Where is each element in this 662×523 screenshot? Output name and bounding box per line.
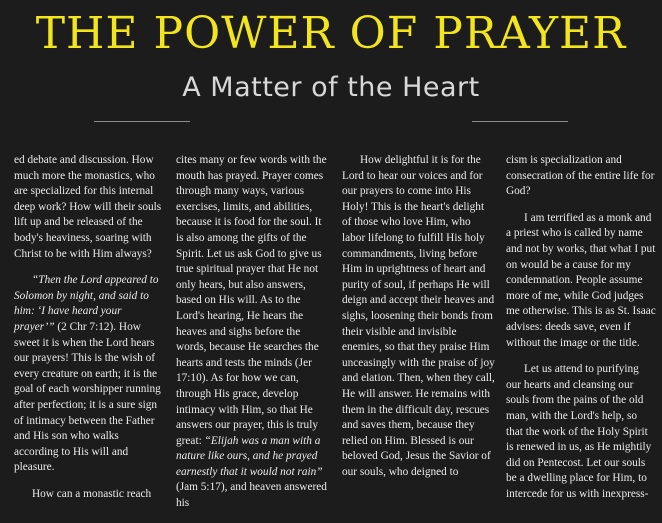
paragraph: How can a monastic reach (32, 487, 152, 500)
text-column-3 (342, 153, 496, 491)
article-title: THE POWER OF PRAYER (35, 8, 627, 59)
article-subtitle: A Matter of the Heart (182, 72, 480, 103)
paragraph-text: (2 Chr 7:12). How sweet it is when the Lord hears our prayers! This is the wish of every creature on earth; it is the goal of each worshipper running after perfection; it is a sure sign of intimacy between the Father and His son who walks according to His will and pleasure. (14, 320, 161, 474)
scripture-quote: “Elijah was a man with a nature like ours, and he prayed earnestly that it would not rain” (176, 434, 323, 478)
paragraph (14, 273, 164, 476)
paragraph-text: cites many or few words with the mouth has prayed. Prayer comes through many ways, various exercises, limits, and abilities, because it is food for the soul. It is also among the gifts of the Spirit. Let us ask God to give us true spiritual prayer that He not only hears, but also answers, based on His will. As to the Lord's hearing, He hears the heaves and sighs before the words, because He searches the hearts and tests the minds (Jer 17:10). As for how we can, through His grace, develop intimacy with Him, so that He answers our prayer, this is truly great: (176, 154, 327, 447)
paragraph: cism is specialization and consecration of the entire life for God? (506, 154, 655, 198)
divider-left (94, 121, 190, 122)
paragraph: ed debate and discussion. How much more the monastics, who are specialized for this internal deep work? How will their souls lift up and be released of the body's heaviness, soaring with Christ to be with Him always? (14, 154, 162, 260)
paragraph: How delightful it is for the Lord to hear our voices and for our prayers to come into His Holy! This is the heart's delight of those who love Him, who labor lifelong to fulfill His holy commandments, living before Him in uprightness of heart and purity of soul, if perhaps He will deign and accept their heaves and sighs, loosening their bonds from their visible and invisible enemies, so that they praise Him unceasingly with the praise of joy and elation. Then, when they call, He will answer. He remains with them in the difficult day, rescues and saves them, because they relied on Him. Blessed is our beloved God, Jesus the Savior of our souls, who deigned to (342, 154, 495, 478)
text-column-1 (14, 153, 164, 513)
text-column-2 (176, 153, 330, 523)
paragraph (176, 153, 330, 512)
paragraph-text: (Jam 5:17), and heaven answered his (176, 481, 327, 510)
divider-right (472, 121, 568, 122)
text-column-4 (506, 153, 656, 513)
paragraph: Let us attend to purifying our hearts and cleansing our souls from the pains of the old man, with the Lord's help, so that the work of the Holy Spirit is renewed in us, as He mightily did on Pentecost. Let our souls be a dwelling place for Him, to intercede for us with inexpress- (506, 363, 652, 500)
paragraph: I am terrified as a monk and a priest who is called by name and not by works, that what I put on would be a cause for my condemnation. People assume more of me, while God judges me otherwise. This is as St. Isaac advises: deeds save, even if without the image or the title. (506, 211, 656, 349)
scripture-quote: “Then the Lord appeared to Solomon by night, and said to him: ‘I have heard your prayer’” (14, 274, 159, 333)
